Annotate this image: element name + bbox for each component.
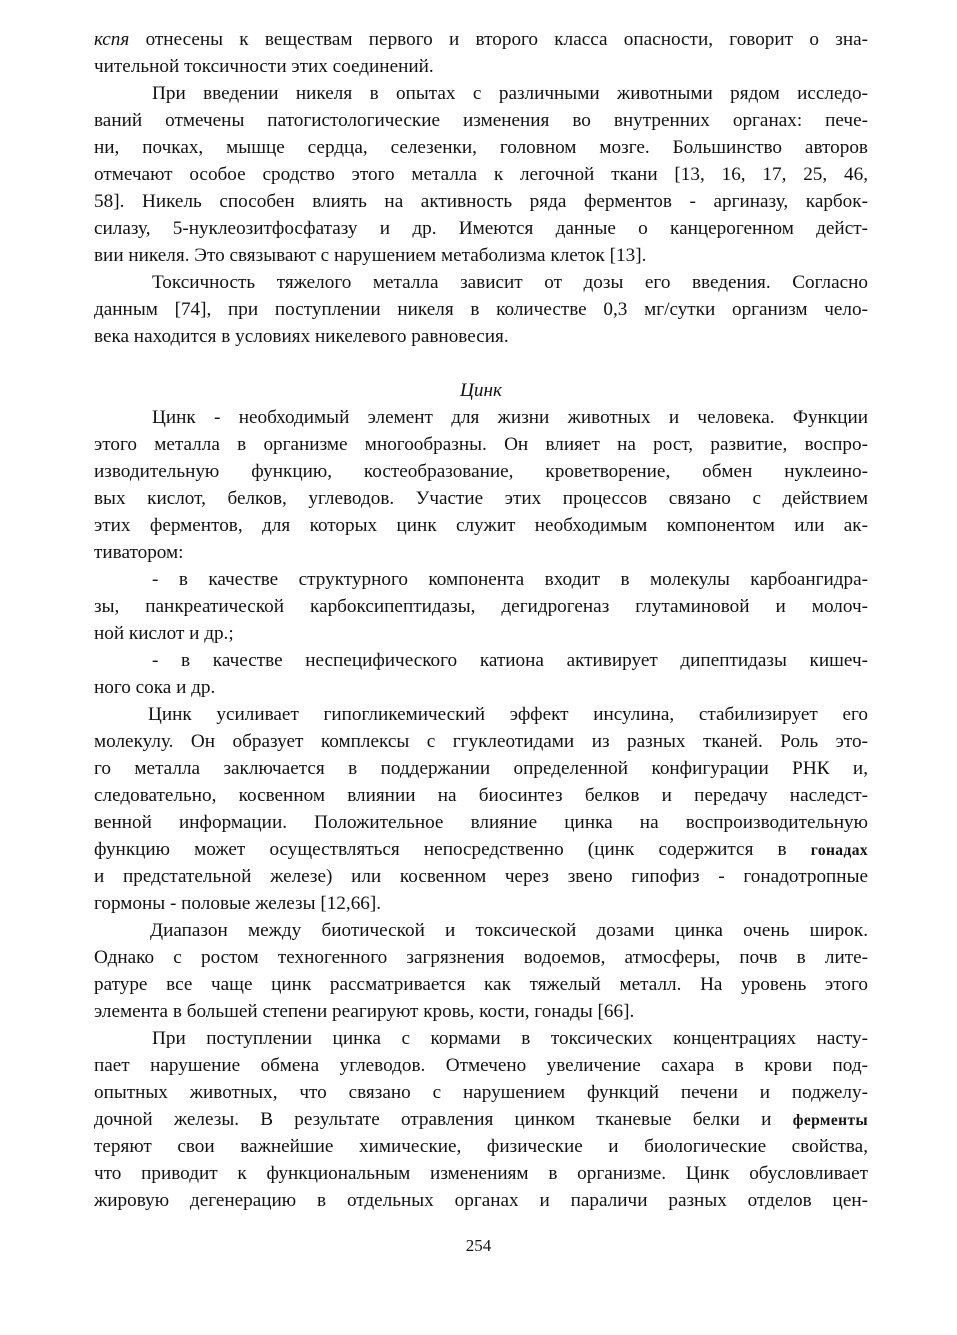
text-line: вии никеля. Это связывают с нарушением метаболизма клеток [13].	[94, 245, 647, 266]
list-item	[94, 647, 868, 701]
text-line: вых кислот, белков, углеводов. Участие этих процессов связано с действием	[94, 488, 868, 509]
text-line: ваний отмечены патогистологические изменения во внутренних органах: пече-	[94, 110, 868, 131]
text-line: 58]. Никель способен влиять на активность ряда ферментов - аргиназу, карбок-	[94, 191, 868, 212]
text-line: Токсичность тяжелого металла зависит от дозы его введения. Согласно	[152, 272, 868, 293]
text-fragment: функцию может осуществляться непосредственно (цинк содержится в	[94, 839, 811, 860]
list-item	[94, 566, 868, 647]
page-number: 254	[465, 1236, 492, 1255]
paragraph-zinc-dose-range	[94, 917, 868, 1025]
paragraph-nickel-toxicity	[94, 269, 868, 350]
text-line: тиватором:	[94, 542, 184, 563]
text-line: теряют свои важнейшие химические, физические и биологические свойства,	[94, 1136, 868, 1157]
section-heading-zinc: Цинк	[460, 380, 502, 401]
text-line: элемента в большей степени реагируют кровь, кости, гонады [66].	[94, 1001, 635, 1022]
text-line: века находится в условиях никелевого равновесия.	[94, 326, 509, 347]
text-line: го металла заключается в поддержании определенной конфигурации РНК и,	[94, 758, 868, 779]
text-line: Диапазон между биотической и токсической дозами цинка очень широк.	[150, 920, 868, 941]
text-line: данным [74], при поступлении никеля в количестве 0,3 мг/сутки организм чело-	[94, 299, 868, 320]
text-line: опытных животных, что связано с нарушением функций печени и поджелу-	[94, 1082, 868, 1103]
text-bold-fragment: гонадах	[810, 842, 868, 859]
text-line: и предстательной железе) или косвенном через звено гипофиз - гонадотропные	[94, 866, 868, 887]
paragraph-intro-continuation	[94, 26, 868, 80]
text-line	[94, 836, 868, 863]
text-line: венной информации. Положительное влияние цинка на воспроизводительную	[94, 812, 868, 833]
text-line: отмечают особое сродство этого металла к легочной ткани [13, 16, 17, 25, 46,	[94, 164, 868, 185]
text-line: - в качестве неспецифического катиона активирует дипептидазы кишеч-	[152, 650, 868, 671]
text-line: гормоны - половые железы [12,66].	[94, 893, 382, 914]
text-line: жировую дегенерацию в отдельных органах и параличи разных отделов цен-	[94, 1190, 868, 1211]
text-line: силазу, 5-нуклеозитфосфатазу и др. Имеются данные о канцерогенном дейст-	[94, 218, 868, 239]
text-line: этих ферментов, для которых цинк служит необходимым компонентом или ак-	[94, 515, 868, 536]
text-bold-fragment: ферменты	[792, 1112, 868, 1129]
text-line: следовательно, косвенном влиянии на биосинтез белков и передачу наследст-	[94, 785, 868, 806]
text-line	[94, 1106, 868, 1133]
text-line	[94, 26, 868, 53]
text-line: ратуре все чаще цинк рассматривается как тяжелый металл. На уровень этого	[94, 974, 868, 995]
paragraph-nickel-effects	[94, 80, 868, 269]
text-line: что приводит к функциональным изменениям в организме. Цинк обусловливает	[94, 1163, 868, 1184]
paragraph-zinc-insulin	[94, 701, 868, 917]
paragraph-zinc-intro	[94, 404, 868, 566]
text-line: Однако с ростом техногенного загрязнения водоемов, атмосферы, почв в лите-	[94, 947, 868, 968]
text-fragment: дочной железы. В результате отравления цинком тканевые белки и	[94, 1109, 793, 1130]
text-line: молекулу. Он образует комплексы с ггуклеотидами из разных тканей. Роль это-	[94, 731, 868, 752]
text-line: ни, почках, мышце сердца, селезенки, головном мозге. Большинство авторов	[94, 137, 868, 158]
text-line: Цинк - необходимый элемент для жизни животных и человека. Функции	[152, 407, 868, 428]
text-line: ной кислот и др.;	[94, 623, 234, 644]
text-line: этого металла в организме многообразны. Он влияет на рост, развитие, воспро-	[94, 434, 868, 455]
text-line: - в качестве структурного компонента входит в молекулы карбоангидра-	[152, 569, 868, 590]
text-line: пает нарушение обмена углеводов. Отмечено увеличение сахара в крови под-	[94, 1055, 868, 1076]
text-line: чительной токсичности этих соединений.	[94, 56, 434, 77]
text-italic-fragment: кспя	[94, 29, 130, 50]
text-line: При поступлении цинка с кормами в токсических концентрациях насту-	[152, 1028, 868, 1049]
text-line: изводительную функцию, костеобразование, кроветворение, обмен нуклеино-	[94, 461, 868, 482]
text-line: ного сока и др.	[94, 677, 216, 698]
text-line: зы, панкреатической карбоксипептидазы, дегидрогеназ глутаминовой и молоч-	[94, 596, 868, 617]
text-line: Цинк усиливает гипогликемический эффект инсулина, стабилизирует его	[148, 704, 868, 725]
page-body	[94, 26, 868, 1214]
text-fragment: отнесены к веществам первого и второго класса опасности, говорит о зна-	[129, 29, 868, 50]
paragraph-zinc-toxic	[94, 1025, 868, 1214]
text-line: При введении никеля в опытах с различными животными рядом исследо-	[152, 83, 868, 104]
